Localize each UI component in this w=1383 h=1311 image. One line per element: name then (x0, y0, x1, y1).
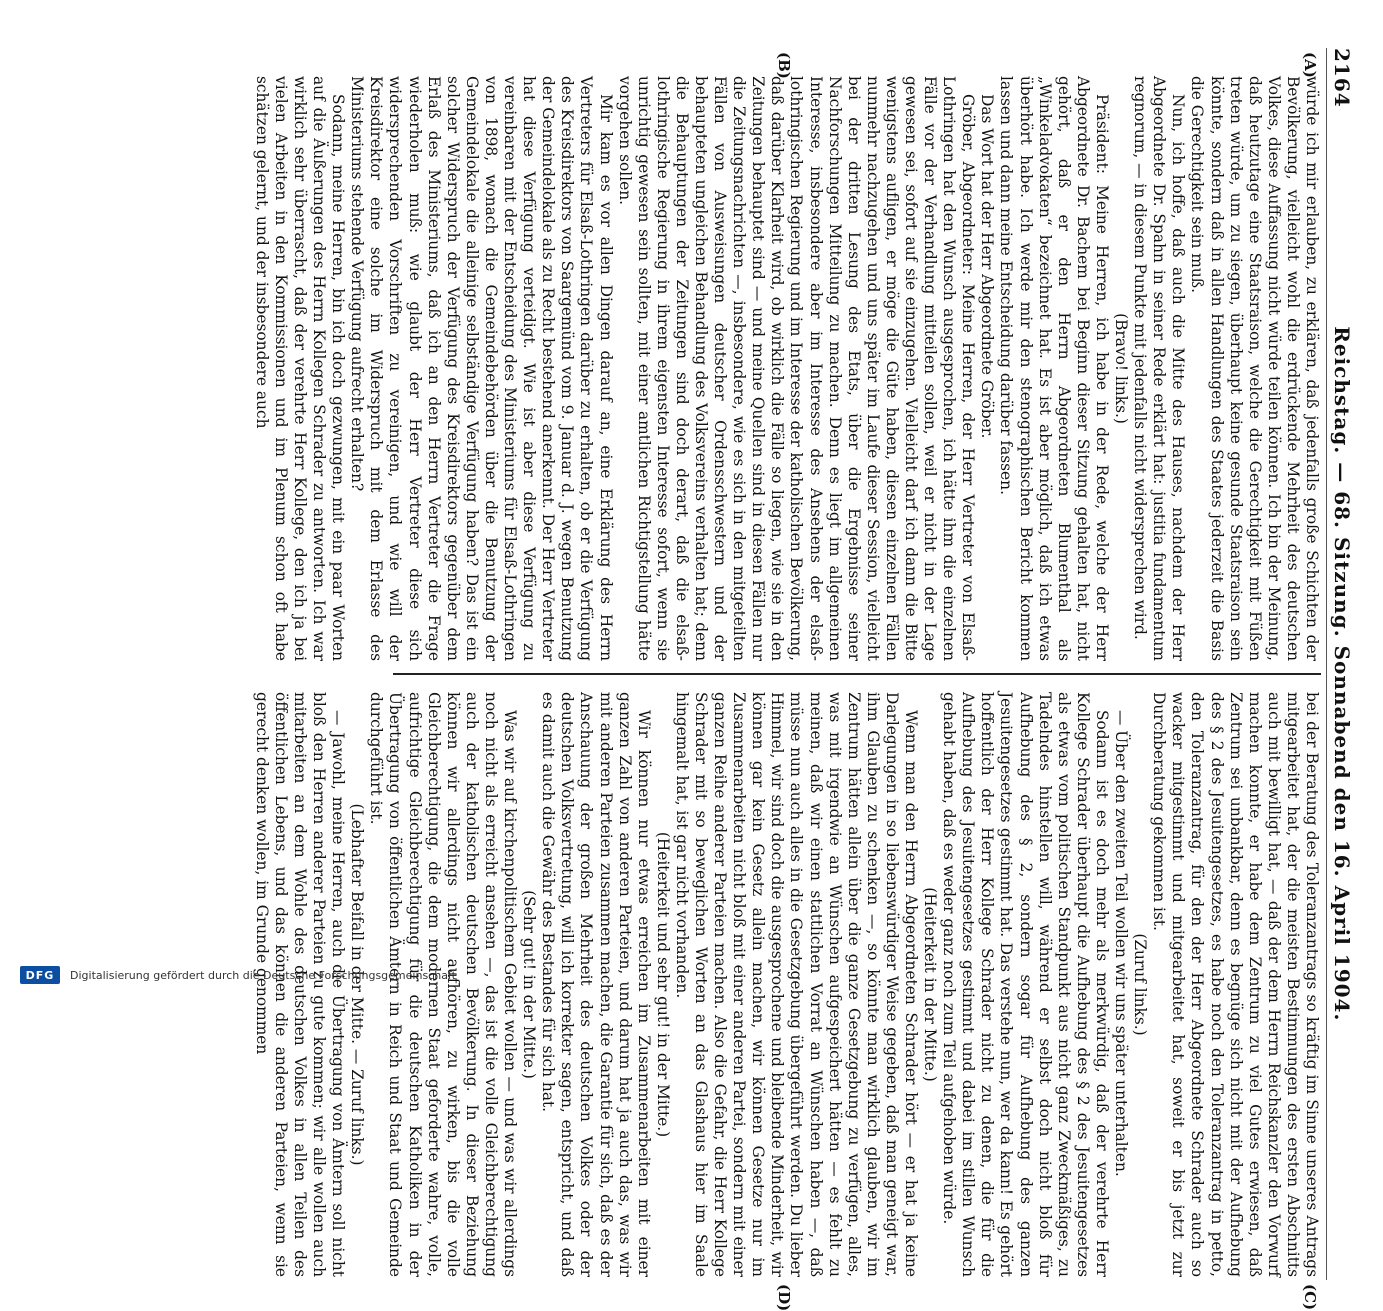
footer (20, 962, 1320, 988)
left-column (252, 76, 1321, 661)
paragraph: Was wir auf kirchenpolitischem Gebiet wollen — und was wir allerdings noch nicht als erreicht ansehen —, das ist die volle Gleichberechtigung auch der katholischen deutschen Bevölkerung. In dieser Beziehung können wir allerdings nicht aufhören, zu wirken, bis die volle Gleichberechtigung, die dem modernen Staat geforderte wahre, volle, aufrichtige Gleichberechtigung für die deutschen Katholiken in der Übertragung von öffentlichen Ämtern in Reich und Staat und Gemeinde durchgeführt ist. (367, 692, 520, 1277)
interjection: (Heiterkeit in der Mitte.) (921, 887, 940, 1082)
interjection: (Zuruf links.) (1131, 933, 1150, 1036)
footer-credit: Digitalisierung gefördert durch die Deutsche Forschungsgemeinschaft (70, 968, 456, 982)
interjection: (Bravo! links.) (1112, 313, 1131, 424)
paragraph: Das Wort hat der Herr Abgeordnete Gröber. (978, 94, 997, 439)
margin-marker-b: (B) (775, 52, 793, 79)
dfg-logo: DFG (20, 966, 60, 984)
paragraph: Sodann, meine Herren, bin ich doch gezwungen, mit ein paar Worten auf die Äußerungen des Herrn Kollegen Schrader zu antworten. Ich war wirklich sehr überrascht, daß der verehrte Herr Kollege, den ich ja bei vielen Arbeiten in den Kommissionen und im Plenum schon oft habe schätzen gelernt, und der insbesondere auch (252, 76, 348, 661)
paragraph: Präsident: Meine Herren, ich habe in der Rede, welche der Herr Abgeordnete Dr. Bachem bei Beginn dieser Sitzung gehalten hat, nicht gehört, daß er den Herrn Abgeordneten Blumenthal als „Winkeladvokaten“ bezeichnet hat. Es ist aber möglich, daß ich etwas überhört habe. Ich werde mir den stenographischen Bericht kommen lassen und dann meine Entscheidung darüber fassen. (997, 76, 1111, 661)
page-title: Reichstag. — 68. Sitzung. Sonnabend den 16. April 1904. (1330, 326, 1354, 1022)
interjection: (Lebhafter Beifall in der Mitte. — Zuruf links.) (348, 803, 367, 1166)
running-head (1326, 48, 1357, 1280)
margin-marker-a: (A) (1301, 52, 1319, 78)
margin-marker-c: (C) (1301, 1284, 1319, 1311)
interjection: (Sehr gut! in der Mitte.) (520, 890, 539, 1079)
paragraph: bei der Beratung des Toleranzantrags so kräftig im Sinne unseres Antrags mitgearbeitet hat, der die meisten Bestimmungen des ersten Abschnitts auch mit bewilligt hat, — daß der dem Herrn Reichskanzler den Vorwurf machen konnte, er habe dem Zentrum zu viel Gutes erwiesen, daß Zentrum sei unbankbar, denn es begnüge sich nicht mit der Aufhebung des § 2 des Jesuitengesetzes, es habe noch den Toleranzantrag in petto, den Toleranzantrag, für den der Herr Abgeordnete Schrader auch so wacker mitgestimmt und mitgearbeitet hat, soweit er bis jetzt zur Durchberatung gekommen ist. (1150, 692, 1321, 1277)
paragraph: Nun, ich hoffe, daß auch die Mitte des Hauses, nachdem der Herr Abgeordnete Dr. Spahn in seiner Rede erklärt hat: justitia fundamentum regnorum, — in diesem Punkte mit jedenfalls nicht widersprechen wird. (1131, 76, 1188, 661)
paragraph: Mir kam es vor allen Dingen darauf an, eine Erklärung des Herrn Vertreters für Elsaß-Lothringen darüber zu erhalten, ob er die Verfügung des Kreisdirektors von Saargemünd vom 9. Januar d. J. wegen Benutzung der Gemeindelokale als zu Recht bestehend anerkennt. Der Herr Vertreter hat diese Verfügung verteidigt. Wie ist aber diese Verfügung zu vereinbaren mit der Entscheidung des Ministeriums für Elsaß-Lothringen von 1898, wonach die Gemeindebehörden über die Benutzung der Gemeindelokale die alleinige selbständige Verfügung haben? Das ist ein solcher Widerspruch der Verfügung des Kreisdirektors gegenüber dem Erlaß des Ministeriums, daß ich an den Herrn Vertreter die Frage wiederholen muß: wie glaubt der Herr Vertreter diese sich widersprechenden Vorschriften zu vereinigen, und wie will der Kreisdirektor eine solche im Widerspruch mit dem Erlasse des Ministeriums stehende Verfügung aufrecht erhalten? (348, 76, 615, 661)
page-number: 2164 (1330, 48, 1354, 108)
paragraph: Wenn man den Herrn Abgeordneten Schrader hört — er hat ja keine Darlegungen in so liebenswürdiger Weise gegeben, daß man geneigt war, ihm Glauben zu schenken —, so könnte man wirklich glauben, wir im Zentrum hätten allein über die ganze Gesetzgebung zu verfügen, alles, was mit irgendwie an Wünschen aufgespeichert hätten — es fehlt zu meinen, daß wir einen stattlichen Vorrat an Wünschen haben —, daß müsse nun auch alles in die Gesetzgebung übergeführt werden. Du lieber Himmel, wir sind doch die ausgesprochene und bleibende Minderheit, wir können gar kein Gesetz allein machen, wir können Gesetze nur im Zusammenarbeiten nicht bloß mit einer anderen Partei, sondern mit einer ganzen Reihe anderer Parteien machen. Also die Gefahr, die Herr Kollege Schrader mit so beweglichen Worten an das Glashaus hier im Saale hingemalt hat, ist gar nicht vorhanden. (672, 692, 921, 1277)
column-divider (393, 673, 1321, 675)
paragraph: Wir können nur etwas erreichen im Zusammenarbeiten mit einer ganzen Zahl von anderen Parteien, und darum hat ja auch das, was wir mit anderen Parteien zusammen machen, die Garantie für sich, daß es der Anschauung der großen Mehrheit des deutschen Volkes oder der deutschen Volksvertretung, will ich korrekter sagen, entspricht, und daß es damit auch die Gewähr des Bestandes für sich hat. (539, 692, 653, 1277)
interjection: (Heiterkeit und sehr gut! in der Mitte.) (653, 831, 672, 1138)
margin-marker-d: (D) (775, 1284, 793, 1311)
paragraph: — Jawohl, meine Herren, auch die Übertragung von Ämtern soll nicht bloß den Herren anderer Parteien zu gute kommen; wir alle wollen auch mitarbeiten an dem Wohle des deutschen Volkes in allen Teilen des öffentlichen Lebens, und das können die anderen Parteien, wenn sie gerecht denken wollen, im Grunde genommen (252, 692, 348, 1277)
paragraph: Sodann ist es doch mehr als merkwürdig, daß der verehrte Herr Kollege Schrader überhaupt die Aufhebung des § 2 des Jesuitengesetzes als etwas vom politischen Standpunkt aus nicht ganz Zweckmäßiges, zu Tadelndes hinstellen will, während er selbst doch nicht bloß für Aufhebung des § 2, sondern sogar für Aufhebung des ganzen Jesuitengesetzes gestimmt hat. Das verstehe nun, wer da kann! Es gehört hoffentlich der Herr Kollege Schrader nicht zu denen, die für die Aufhebung des Jesuitengesetzes gestimmt und dabei im stillen Wunsch gehabt haben, daß es weder ganz noch zum Teil aufgehoben würde. (940, 692, 1111, 1277)
paragraph: Gröber, Abgeordneter: Meine Herren, der Herr Vertreter von Elsaß-Lothringen hat den Wunsch ausgesprochen, ich hätte ihm die einzelnen Fälle vor der Verhandlung mitteilen sollen, weil er nicht in der Lage gewesen sei, sofort auf sie einzugehen. Vielleicht darf ich dann die Bitte wenigstens aufligen, er möge die Güte haben, diesen einzelnen Fällen nunmehr nachzugehen und uns später im Laufe dieser Session, vielleicht bei der dritten Lesung des Etats, über die Ergebnisse seiner Nachforschungen Mitteilung zu machen. Denn es liegt im allgemeinen Interesse, insbesondere aber im Interesse des Ansehens der elsaß-lothringischen Regierung und im Interesse der katholischen Bevölkerung, daß darüber Klarheit wird, ob wirklich die Fälle so liegen, wie sie in den Zeitungen behauptet sind — und meine Quellen sind in diesen Fällen nur die Zeitungsnachrichten —, insbesondere, wie es sich in den mitgeteilten Fällen von Ausweisungen deutscher Ordensschwestern und der behaupteten ungleichen Behandlung des Volksvereins verhalten hat; denn die Behauptungen der Zeitungen sind doch derart, daß die elsaß-lothringische Regierung in ihrem eigensten Interesse sofort, wenn sie unrichtig gewesen sein sollten, mit einer amtlichen Richtigstellung hätte vorgehen sollen. (615, 76, 978, 661)
paragraph: würde ich mir erlauben, zu erklären, daß jedenfalls große Schichten der Bevölkerung, vielleicht wohl die erdrückende Mehrheit des deutschen Volkes, diese Auffassung nicht würde teilen können. Ich bin der Meinung, daß heutzutage eine Staatsraison, welche die Gerechtigkeit mit Füßen treten würde, um zu siegen, überhaupt keine gesunde Staatsraison sein könnte, sondern daß in allen Handlungen des Staates jederzeit die Basis die Gerechtigkeit sein muß. (1188, 76, 1321, 661)
paragraph: — Über den zweiten Teil wollen wir uns später unterhalten. (1112, 710, 1131, 1177)
